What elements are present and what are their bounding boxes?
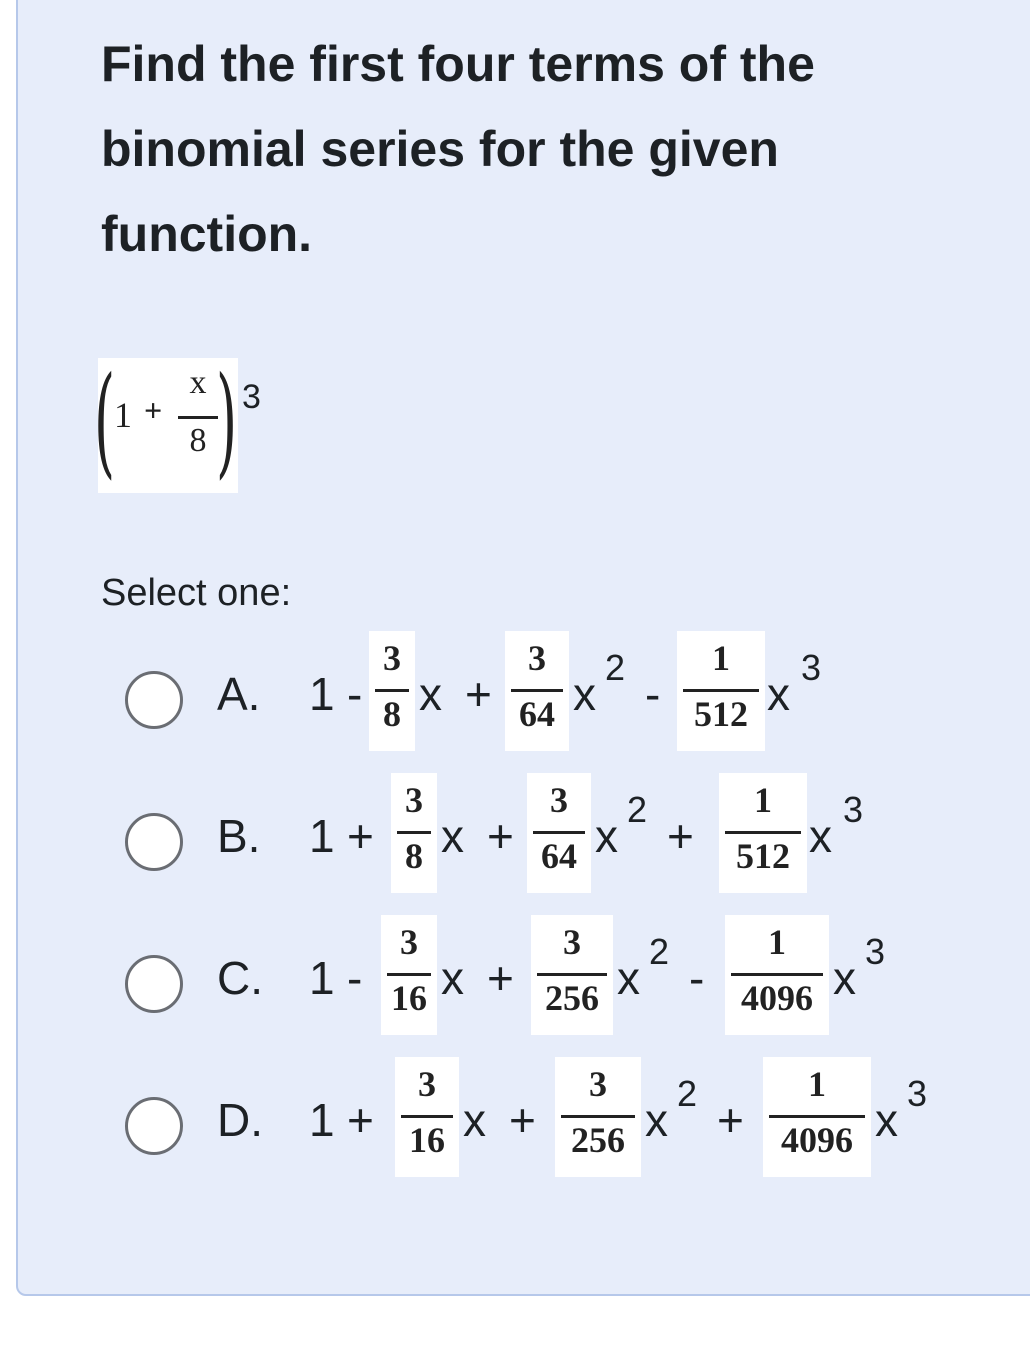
fraction-1 (391, 773, 437, 893)
option-d-letter: D. (217, 1094, 263, 1146)
term-x1: x (441, 952, 464, 1004)
fraction-1-bar (401, 1115, 453, 1118)
term-x2-exponent: 2 (627, 789, 648, 830)
term-x1: x (463, 1094, 486, 1146)
fraction-3 (677, 631, 765, 751)
term-one: 1 (309, 1094, 335, 1146)
fraction-2-numerator: 3 (528, 638, 546, 678)
term-x1: x (441, 810, 464, 862)
formula-left-paren: ( (94, 352, 116, 491)
fraction-3-denominator: 4096 (741, 978, 813, 1018)
fraction-1-bar (387, 973, 431, 976)
option-a-letter: A. (217, 668, 261, 720)
fraction-3 (763, 1057, 871, 1177)
fraction-3-numerator: 1 (712, 638, 730, 678)
fraction-3 (725, 915, 829, 1035)
fraction-1-denominator: 16 (409, 1120, 445, 1160)
operator-1: + (347, 810, 374, 862)
term-x3-exponent: 3 (865, 931, 886, 972)
operator-2: + (487, 952, 514, 1004)
formula-one: 1 (114, 395, 132, 435)
fraction-3-denominator: 512 (736, 836, 790, 876)
fraction-2-bar (533, 831, 585, 834)
term-x3-exponent: 3 (907, 1073, 928, 1114)
fraction-2-numerator: 3 (550, 780, 568, 820)
fraction-3 (719, 773, 807, 893)
option-c-radio[interactable] (125, 955, 183, 1013)
fraction-2-bar (561, 1115, 635, 1118)
term-x3-exponent: 3 (843, 789, 864, 830)
fraction-1 (381, 915, 437, 1035)
operator-3: - (689, 952, 705, 1004)
term-x2: x (595, 810, 618, 862)
operator-1: - (347, 668, 363, 720)
fraction-2-numerator: 3 (563, 922, 581, 962)
fraction-2-denominator: 256 (545, 978, 599, 1018)
fraction-3-bar (683, 689, 759, 692)
fraction-2 (531, 915, 613, 1035)
operator-1: + (347, 1094, 374, 1146)
fraction-1 (369, 631, 415, 751)
option-c-letter: C. (217, 952, 263, 1004)
select-one-label: Select one: (101, 572, 292, 614)
term-one: 1 (309, 668, 335, 720)
fraction-3-numerator: 1 (754, 780, 772, 820)
function-formula (94, 352, 261, 493)
option-b-radio[interactable] (125, 813, 183, 871)
operator-2: + (509, 1094, 536, 1146)
fraction-1-numerator: 3 (383, 638, 401, 678)
fraction-3-bar (769, 1115, 865, 1118)
option-d[interactable] (125, 1064, 1005, 1227)
fraction-3-denominator: 4096 (781, 1120, 853, 1160)
term-x2-exponent: 2 (649, 931, 670, 972)
term-one: 1 (309, 952, 335, 1004)
term-x3: x (875, 1094, 898, 1146)
fraction-2 (527, 773, 591, 893)
operator-2: + (465, 668, 492, 720)
operator-1: - (347, 952, 363, 1004)
formula-right-paren: ) (216, 352, 238, 491)
fraction-2-bar (511, 689, 563, 692)
question-text: Find the first four terms of the binomial series for the given function. (101, 36, 815, 262)
option-b-letter: B. (217, 810, 261, 862)
term-x3: x (767, 668, 790, 720)
fraction-3-numerator: 1 (808, 1064, 826, 1104)
fraction-2-denominator: 64 (541, 836, 577, 876)
fraction-3-bar (725, 831, 801, 834)
term-x2-exponent: 2 (677, 1073, 698, 1114)
term-x3: x (833, 952, 856, 1004)
option-a-radio[interactable] (125, 671, 183, 729)
term-x1: x (419, 668, 442, 720)
fraction-1-bar (375, 689, 409, 692)
fraction-1-denominator: 16 (391, 978, 427, 1018)
term-x3-exponent: 3 (801, 647, 822, 688)
fraction-3-bar (731, 973, 823, 976)
fraction-1-numerator: 3 (405, 780, 423, 820)
option-d-radio[interactable] (125, 1097, 183, 1155)
fraction-2-bar (537, 973, 607, 976)
formula-denominator: 8 (189, 422, 207, 459)
fraction-1 (395, 1057, 459, 1177)
fraction-1-numerator: 3 (418, 1064, 436, 1104)
fraction-2-denominator: 64 (519, 694, 555, 734)
fraction-1-bar (397, 831, 431, 834)
fraction-2-numerator: 3 (589, 1064, 607, 1104)
operator-3: + (717, 1094, 744, 1146)
formula-exponent: 3 (242, 378, 261, 416)
fraction-1-denominator: 8 (383, 694, 401, 734)
operator-3: + (667, 810, 694, 862)
term-one: 1 (309, 810, 335, 862)
term-x2: x (645, 1094, 668, 1146)
formula-fraction-bar (178, 416, 218, 419)
term-x2: x (573, 668, 596, 720)
term-x3: x (809, 810, 832, 862)
operator-2: + (487, 810, 514, 862)
fraction-3-numerator: 1 (768, 922, 786, 962)
formula-numerator: x (189, 364, 207, 401)
fraction-1-denominator: 8 (405, 836, 423, 876)
formula-plus: + (144, 392, 163, 428)
fraction-2-denominator: 256 (571, 1120, 625, 1160)
term-x2-exponent: 2 (605, 647, 626, 688)
fraction-1-numerator: 3 (400, 922, 418, 962)
fraction-2 (505, 631, 569, 751)
term-x2: x (617, 952, 640, 1004)
fraction-3-denominator: 512 (694, 694, 748, 734)
fraction-2 (555, 1057, 641, 1177)
operator-3: - (645, 668, 661, 720)
